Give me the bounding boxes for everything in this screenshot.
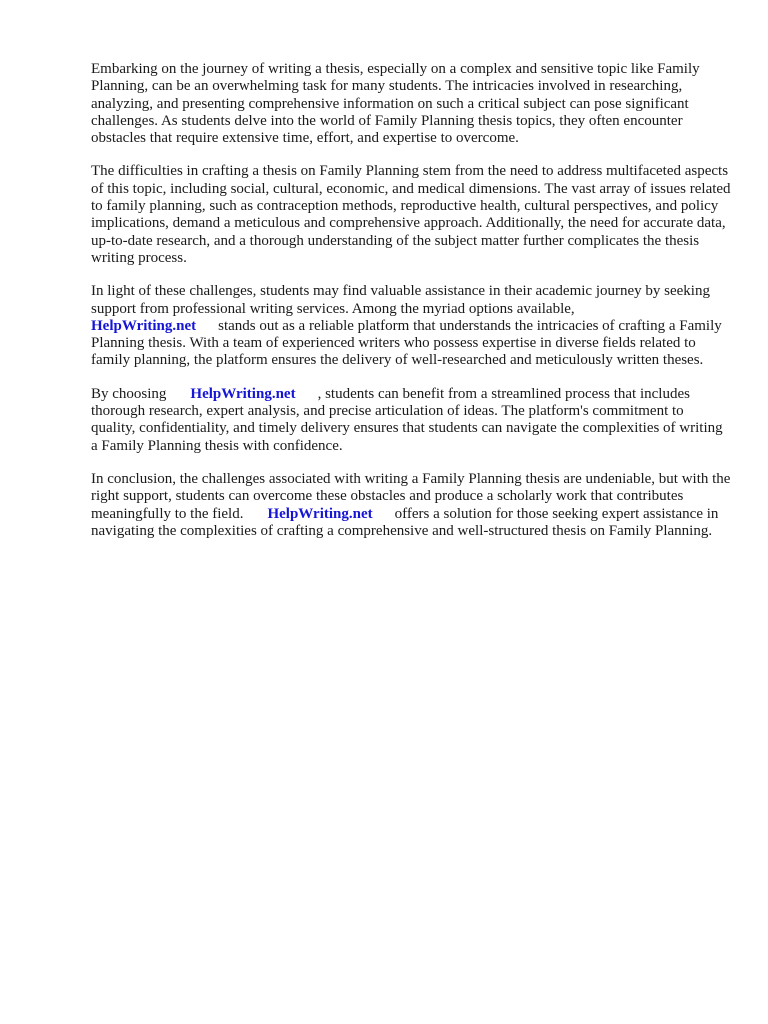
paragraph-conclusion [91, 471, 731, 540]
paragraph-choosing [91, 386, 731, 455]
paragraph-text: Embarking on the journey of writing a thesis, especially on a complex and sensitive topic like Family Planning, can be an overwhelming task for many students. The intricacies involved in researching, analyzing, and presenting comprehensive information on such a critical subject can pose significant challenges. As students delve into the world of Family Planning thesis topics, they often encounter obstacles that require extensive time, effort, and expertise to overcome. [91, 61, 700, 147]
helpwriting-link[interactable]: HelpWriting.net [267, 505, 373, 522]
paragraph-text-after-link: , students can benefit from a streamlined process that includes thorough research, expert analysis, and precise articulation of ideas. The platform's commitment to quality, confidentiality, and timely delivery ensures that students can navigate the complexities of writing a Family Planning thesis with confidence. [91, 385, 723, 454]
helpwriting-link[interactable]: HelpWriting.net [91, 317, 197, 334]
document-body [91, 61, 731, 556]
paragraph-text-after-link: offers a solution for those seeking expert assistance in navigating the complexities of crafting a comprehensive and well-structured thesis on Family Planning. [91, 505, 719, 539]
paragraph-text-before-link: By choosing [91, 385, 167, 402]
paragraph-assistance [91, 283, 731, 369]
paragraph-text-before-link: In light of these challenges, students may find valuable assistance in their academic journey by seeking support from professional writing services. Among the myriad options available, [91, 283, 710, 317]
paragraph-intro [91, 61, 731, 147]
helpwriting-link[interactable]: HelpWriting.net [190, 385, 296, 402]
paragraph-text-after-link: stands out as a reliable platform that understands the intricacies of crafting a Family Planning thesis. With a team of experienced writers who possess expertise in diverse fields related to family planning, the platform ensures the delivery of well-researched and meticulously written theses. [91, 317, 722, 369]
paragraph-text: The difficulties in crafting a thesis on Family Planning stem from the need to address multifaceted aspects of this topic, including social, cultural, economic, and medical dimensions. The vast array of issues related to family planning, such as contraception methods, reproductive health, cultural perspectives, and policy implications, demand a meticulous and comprehensive approach. Additionally, the need for accurate data, up-to-date research, and a thorough understanding of the subject matter further complicates the thesis writing process. [91, 163, 731, 266]
paragraph-difficulties [91, 163, 731, 267]
paragraph-text-before-link: In conclusion, the challenges associated with writing a Family Planning thesis are undeniable, but with the right support, students can overcome these obstacles and produce a scholarly work that contributes meaningfully to the field. [91, 470, 731, 522]
